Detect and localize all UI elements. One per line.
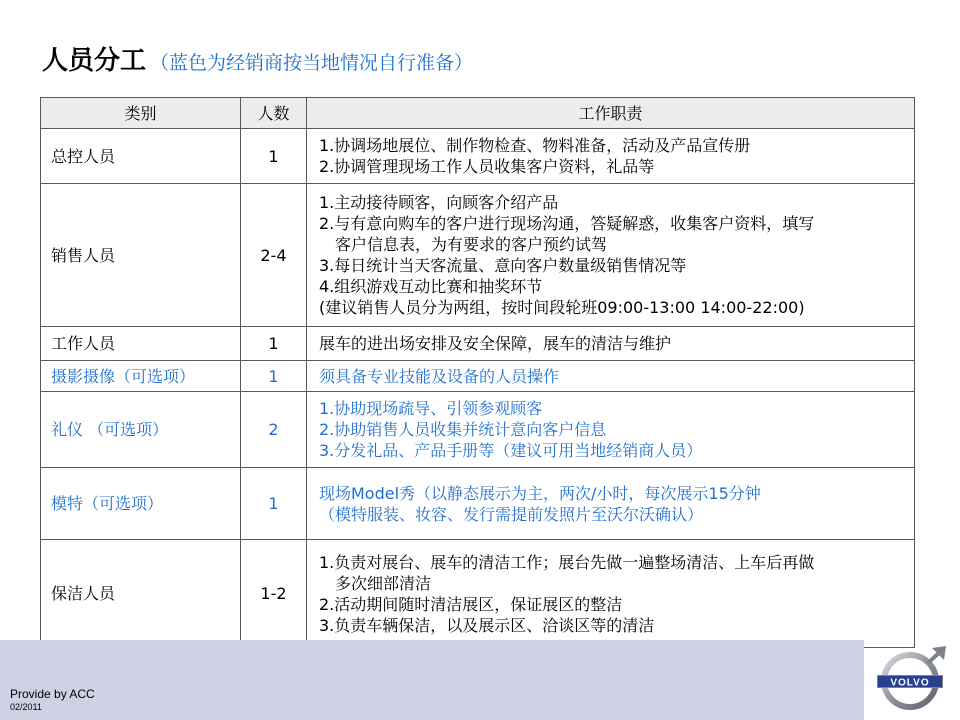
duty-line: 多次细部清洁 xyxy=(335,573,432,593)
duty-line: （模特服装、妆容、发行需提前发照片至沃尔沃确认） xyxy=(319,504,704,524)
row-duties xyxy=(307,468,915,540)
duty-line: (建议销售人员分为两组，按时间段轮班09:00-13:00 14:00-22:00) xyxy=(319,298,805,317)
table-row xyxy=(41,327,915,361)
table-header-row xyxy=(41,98,915,129)
duty-line: 客户信息表，为有要求的客户预约试驾 xyxy=(335,235,608,254)
header-duties: 工作职责 xyxy=(307,98,915,129)
row-count: 1 xyxy=(241,129,307,184)
row-count: 2-4 xyxy=(241,184,307,327)
table-row xyxy=(41,361,915,392)
table-row xyxy=(41,184,915,327)
table-row xyxy=(41,129,915,184)
footer-credits xyxy=(10,688,95,713)
title-note: （蓝色为经销商按当地情况自行准备） xyxy=(150,52,474,74)
row-duties xyxy=(307,361,915,392)
row-category: 总控人员 xyxy=(41,129,241,184)
duty-line: 须具备专业技能及设备的人员操作 xyxy=(319,366,560,386)
row-duties xyxy=(307,184,915,327)
duty-line: 3.负责车辆保洁，以及展示区、洽谈区等的清洁 xyxy=(319,615,655,635)
volvo-logo-icon xyxy=(872,646,952,712)
table-row xyxy=(41,392,915,468)
row-category: 礼仪 （可选项） xyxy=(41,392,241,468)
row-duties xyxy=(307,540,915,648)
duty-line: 展车的进出场安排及安全保障，展车的清洁与维护 xyxy=(319,334,672,353)
duty-line: 1.协助现场疏导、引领参观顾客 xyxy=(319,399,543,418)
footer-provided-by: Provide by ACC xyxy=(10,687,95,701)
duty-line: 1.协调场地展位、制作物检查、物料准备，活动及产品宣传册 xyxy=(319,136,751,155)
duty-line: 3.分发礼品、产品手册等（建议可用当地经销商人员） xyxy=(319,441,703,460)
duty-line: 3.每日统计当天客流量、意向客户数量级销售情况等 xyxy=(319,256,687,275)
row-duties xyxy=(307,392,915,468)
duty-line: 2.活动期间随时清洁展区，保证展区的整洁 xyxy=(319,594,623,614)
table-row xyxy=(41,468,915,540)
duty-line: 2.协调管理现场工作人员收集客户资料，礼品等 xyxy=(319,157,655,176)
header-count: 人数 xyxy=(241,98,307,129)
row-count: 1 xyxy=(241,361,307,392)
slide-title xyxy=(42,40,473,80)
title-main: 人员分工 xyxy=(42,46,147,76)
duty-line: 4.组织游戏互动比赛和抽奖环节 xyxy=(319,277,543,296)
footer-date: 02/2011 xyxy=(10,702,42,712)
row-category: 工作人员 xyxy=(41,327,241,361)
logo-wordmark: VOLVO xyxy=(890,677,930,689)
table-row xyxy=(41,540,915,648)
header-category: 类别 xyxy=(41,98,241,129)
row-count: 1 xyxy=(241,468,307,540)
duty-line: 2.与有意向购车的客户进行现场沟通，答疑解惑，收集客户资料，填写 xyxy=(319,214,815,233)
row-category: 摄影摄像（可选项） xyxy=(41,361,241,392)
row-count: 1-2 xyxy=(241,540,307,648)
row-count: 2 xyxy=(241,392,307,468)
row-duties xyxy=(307,327,915,361)
staff-table xyxy=(40,97,915,648)
row-duties xyxy=(307,129,915,184)
row-category: 模特（可选项） xyxy=(41,468,241,540)
duty-line: 1.主动接待顾客，向顾客介绍产品 xyxy=(319,193,559,212)
row-category: 销售人员 xyxy=(41,184,241,327)
duty-line: 1.负责对展台、展车的清洁工作；展台先做一遍整场清洁、上车后再做 xyxy=(319,552,815,572)
footer-band xyxy=(0,640,864,720)
duty-line: 2.协助销售人员收集并统计意向客户信息 xyxy=(319,420,607,439)
row-category: 保洁人员 xyxy=(41,540,241,648)
row-count: 1 xyxy=(241,327,307,361)
duty-line: 现场Model秀（以静态展示为主，两次/小时，每次展示15分钟 xyxy=(319,483,761,503)
